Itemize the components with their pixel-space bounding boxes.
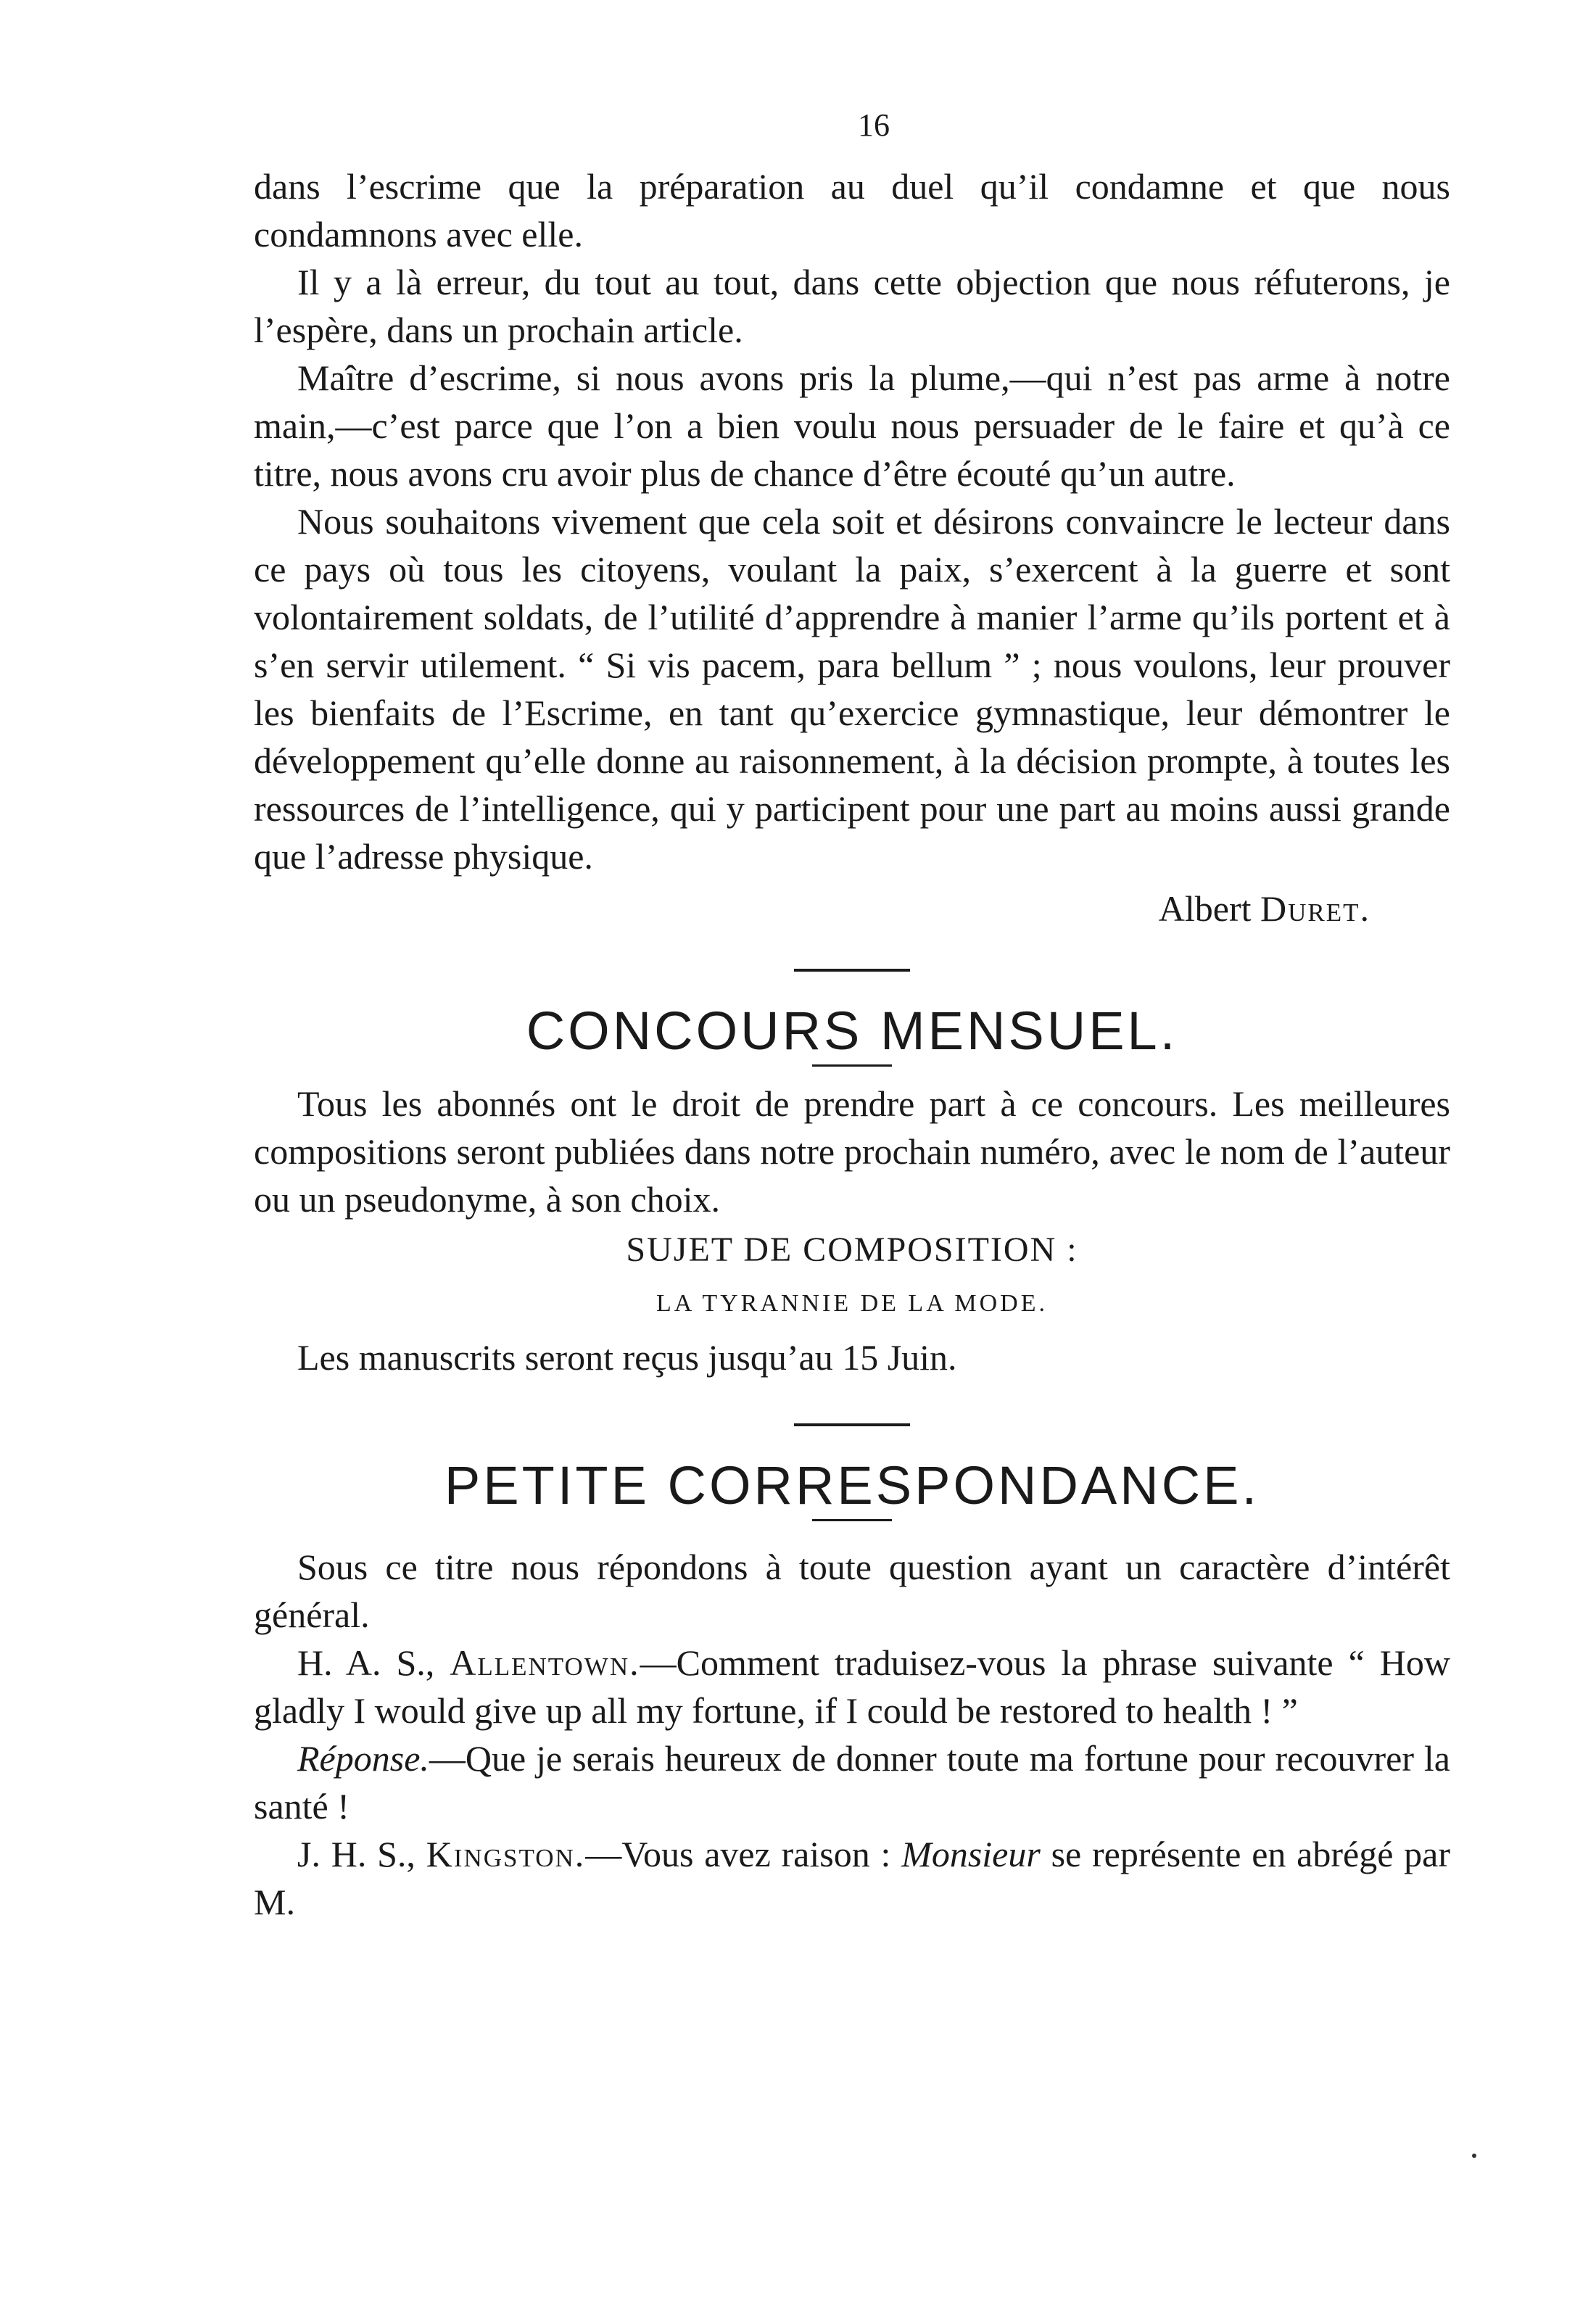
page-number: 16 bbox=[858, 107, 890, 143]
answer-1-text: —Que je serais heureux de donner toute ma fortune pour recouvrer la santé ! bbox=[254, 1738, 1450, 1827]
article bbox=[254, 162, 1450, 932]
question-1 bbox=[254, 1639, 1450, 1734]
question-1-text: —Comment traduisez-vous la phrase suivante “ How gladly I would give up all my fortune, if I could be restored to health ! ” bbox=[254, 1642, 1451, 1731]
correspondance-section bbox=[254, 1452, 1450, 1926]
question-1-initials: H. A. S., bbox=[297, 1642, 435, 1683]
author-first-name: Albert bbox=[1158, 888, 1252, 929]
concours-heading: CONCOURS MENSUEL. bbox=[526, 1001, 1178, 1061]
question-2-text-end: se représente en abrégé par M. bbox=[254, 1834, 1451, 1922]
author-signature bbox=[254, 885, 1450, 932]
concours-text: Tous les abonnés ont le droit de prendre part à ce concours. Les meilleures compositions seront publiées dans notre prochain numéro, avec le nom de l’auteur ou un pseudonyme, à son choix. bbox=[254, 1083, 1450, 1220]
article-paragraph: dans l’escrime que la préparation au duel qu’il condamne et que nous condamnons avec elle. bbox=[254, 166, 1450, 255]
answer-1-label: Réponse. bbox=[297, 1738, 429, 1779]
ink-speck bbox=[1472, 2154, 1476, 2158]
concours-section bbox=[254, 998, 1450, 1381]
question-2-text: —Vous avez raison : bbox=[585, 1834, 902, 1874]
subject-label: SUJET DE COMPOSITION : bbox=[626, 1230, 1078, 1269]
document-page bbox=[254, 102, 1450, 1926]
question-2-italic: Monsieur bbox=[901, 1834, 1041, 1874]
question-2-place: Kingston. bbox=[426, 1834, 586, 1874]
question-2 bbox=[254, 1830, 1450, 1926]
author-last-name: Duret. bbox=[1260, 888, 1370, 929]
deadline-text: Les manuscrits seront reçus jusqu’au 15 Juin. bbox=[297, 1337, 957, 1378]
answer-1 bbox=[254, 1734, 1450, 1830]
correspondance-heading: PETITE CORRESPONDANCE. bbox=[444, 1455, 1260, 1515]
correspondance-intro: Sous ce titre nous répondons à toute question ayant un caractère d’intérêt général. bbox=[254, 1547, 1450, 1635]
subject-title: LA TYRANNIE DE LA MODE. bbox=[656, 1290, 1048, 1317]
article-paragraph: Il y a là erreur, du tout au tout, dans cette objection que nous réfuterons, je l’espère, dans un prochain article. bbox=[254, 262, 1450, 350]
question-2-initials: J. H. S., bbox=[297, 1834, 415, 1874]
article-paragraph: Nous souhaitons vivement que cela soit et désirons convaincre le lecteur dans ce pays où tous les citoyens, voulant la paix, s’exercent à la guerre et sont volontairement soldats, de l’utilité d’apprendre à manier l’arme qu’ils portent et à s’en servir utilement. “ Si vis pacem, para bellum ” ; nous voulons, leur prouver les bienfaits de l’Escrime, en tant qu’exercice gymnastique, leur démontrer le développement qu’elle donne au raisonnement, à la décision prompte, à toutes les ressources de l’intelligence, qui y participent pour une part au moins aussi grande que l’adresse physique. bbox=[254, 501, 1450, 877]
question-1-place: Allentown. bbox=[450, 1642, 640, 1683]
article-paragraph: Maître d’escrime, si nous avons pris la plume,—qui n’est pas arme à notre main,—c’est parce que l’on a bien voulu nous persuader de le faire et qu’à ce titre, nous avons cru avoir plus de chance d’être écouté qu’un autre. bbox=[254, 357, 1450, 494]
